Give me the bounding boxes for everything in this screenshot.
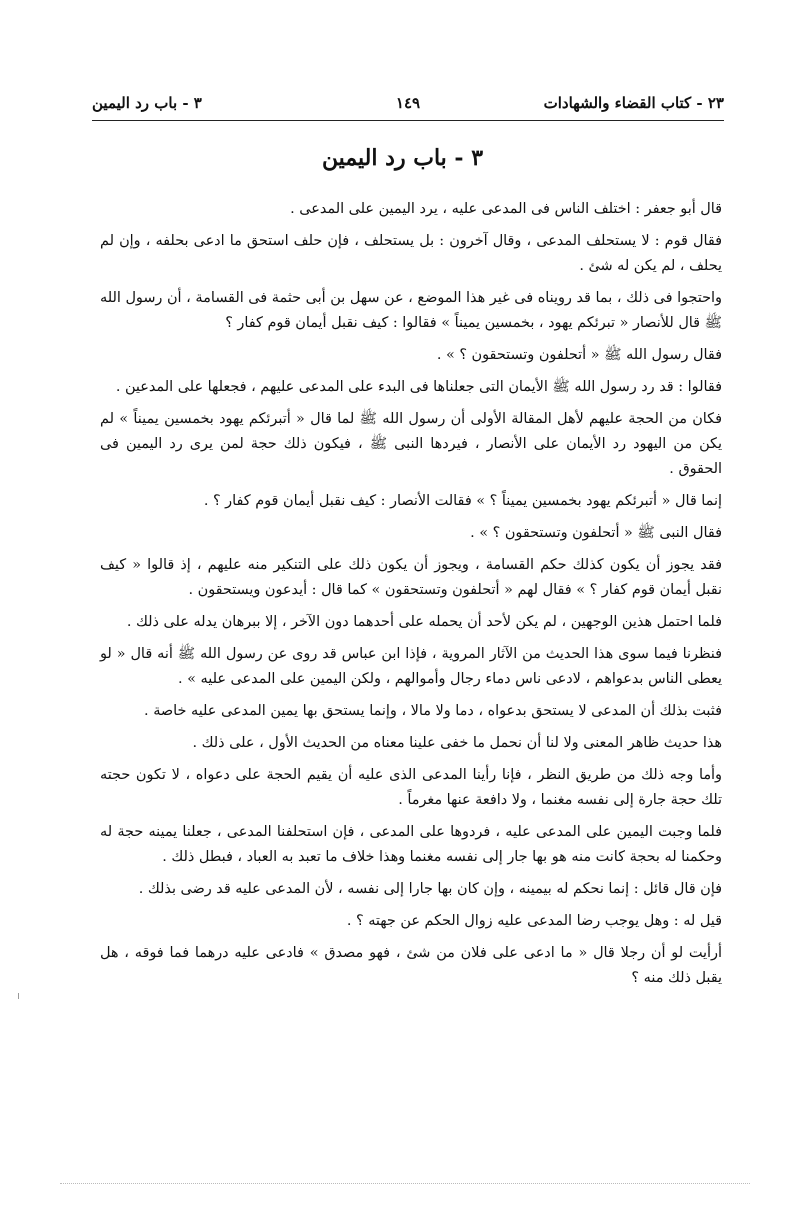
paragraph: فقال رسول الله ﷺ « أتحلفون وتستحقون ؟ » .: [436, 347, 722, 363]
paragraph: فلما وجبت اليمين على المدعى عليه ، فردوها على المدعى ، فإن استحلفنا المدعى ، جعلنا يمينه حجة له وحكمنا له بحجة كانت منه هو بها جار إلى نفسه مغنما وهذا خلاف ما تعبد به العباد ، فبطل ذلك .: [100, 824, 722, 865]
margin-mark: [18, 993, 19, 999]
paragraph: فقالوا : قد رد رسول الله ﷺ الأيمان التى جعلناها فى البدء على المدعى عليهم ، فجعلها على المدعين .: [115, 379, 722, 395]
paragraph: وأما وجه ذلك من طريق النظر ، فإنا رأينا المدعى الذى عليه أن يقيم الحجة على دعواه ، لا تكون حجته تلك حجة جارة إلى نفسه مغنما ، ولا دافعة عنها مغرماً .: [100, 767, 722, 808]
page-number: ١٤٩: [395, 94, 421, 112]
section-title: ٣ - باب رد اليمين: [321, 145, 484, 171]
header-divider: [92, 120, 724, 121]
paragraph: هذا حديث ظاهر المعنى ولا لنا أن نحمل ما خفى علينا معناه من الحديث الأول ، على ذلك .: [192, 735, 722, 751]
chapter-heading: ٢٣ - كتاب القضاء والشهادات: [543, 94, 724, 112]
paragraph: فنظرنا فيما سوى هذا الحديث من الآثار المروية ، فإذا ابن عباس قد روى عن رسول الله ﷺ أنه قال « لو يعطى الناس بدعواهم ، لادعى ناس دماء رجال وأموالهم ، ولكن اليمين على المدعى عليه » .: [100, 646, 722, 687]
paragraph: فثبت بذلك أن المدعى لا يستحق بدعواه ، دما ولا مالا ، وإنما يستحق بها يمين المدعى عليه خاصة .: [144, 703, 722, 719]
paragraph: فكان من الحجة عليهم لأهل المقالة الأولى أن رسول الله ﷺ لما قال « أتبرئكم يهود بخمسين يميناً » لم يكن من اليهود رد الأيمان على الأنصار ، فيردها النبى ﷺ ، فيكون ذلك حجة لمن يرى رد اليمين فى الحقوق .: [100, 411, 722, 477]
paragraph: فقال قوم : لا يستحلف المدعى ، وقال آخرون : بل يستحلف ، فإن حلف استحق ما ادعى بحلفه ، وإن لم يحلف ، لم يكن له شئ .: [100, 233, 722, 274]
paragraph: فإن قال قائل : إنما نحكم له بيمينه ، وإن كان بها جارا إلى نفسه ، لأن المدعى عليه قد رضى بذلك .: [138, 881, 722, 897]
page-body: [100, 197, 722, 998]
paragraph: فقد يجوز أن يكون كذلك حكم القسامة ، ويجوز أن يكون ذلك على التنكير منه عليهم ، إذ قالوا « كيف نقبل أيمان قوم كفار ؟ » فقال لهم « أتحلفون وتستحقون » كما قال : أيدعون ويستحقون .: [100, 557, 722, 598]
paragraph: قيل له : وهل يوجب رضا المدعى عليه زوال الحكم عن جهته ؟ .: [346, 913, 722, 929]
section-heading: ٣ - باب رد اليمين: [92, 94, 202, 112]
page-header: [92, 92, 724, 118]
paragraph: قال أبو جعفر : اختلف الناس فى المدعى عليه ، يرد اليمين على المدعى .: [290, 201, 722, 217]
paragraph: واحتجوا فى ذلك ، بما قد رويناه فى غير هذا الموضع ، عن سهل بن أبى حثمة فى القسامة ، أن رسول الله ﷺ قال للأنصار « تبرئكم يهود ، بخمسين يميناً » فقالوا : كيف نقبل أيمان قوم كفار ؟: [100, 290, 722, 331]
paragraph: إنما قال « أتبرئكم يهود بخمسين يميناً ؟ » فقالت الأنصار : كيف نقبل أيمان قوم كفار ؟ .: [203, 493, 722, 509]
paragraph: أرأيت لو أن رجلا قال « ما ادعى على فلان من شئ ، فهو مصدق » فادعى عليه درهما فما فوقه ، هل يقبل ذلك منه ؟: [100, 945, 722, 986]
paragraph: فلما احتمل هذين الوجهين ، لم يكن لأحد أن يحمله على أحدهما دون الآخر ، إلا ببرهان يدله على ذلك .: [126, 614, 722, 630]
paragraph: فقال النبى ﷺ « أتحلفون وتستحقون ؟ » .: [470, 525, 722, 541]
scan-edge-line: [60, 1183, 750, 1184]
